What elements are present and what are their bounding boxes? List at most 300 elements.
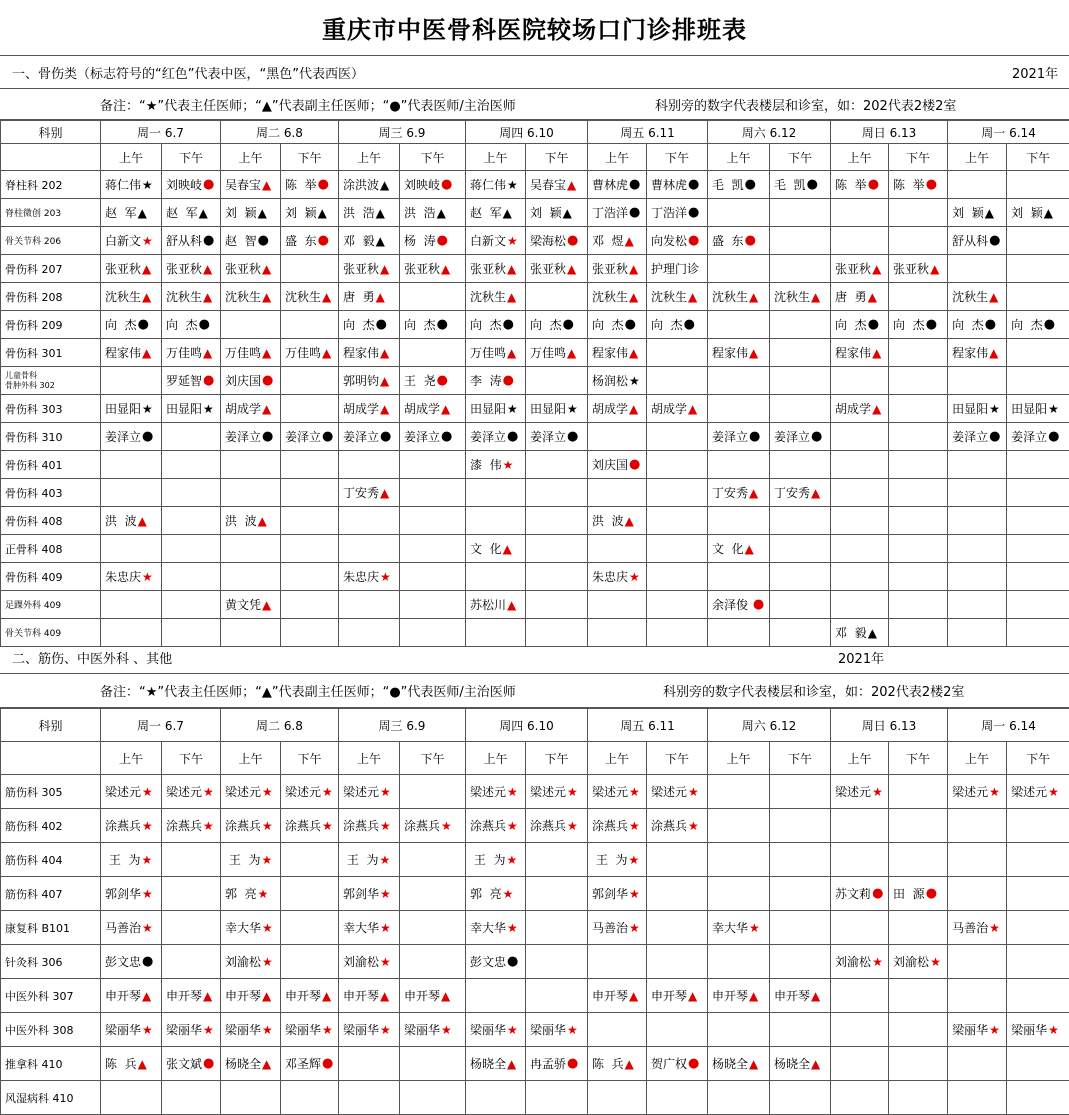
doctor-name: 程家伟 [835,346,872,360]
dot-icon: ● [867,317,880,332]
doctor-entry [166,260,212,277]
schedule-cell [101,979,162,1013]
schedule-cell [221,911,281,945]
schedule-cell [647,423,708,451]
dot-icon: ● [380,429,392,444]
star-icon: ★ [380,886,391,901]
doctor-entry [343,484,389,501]
page-title: 重庆市中医骨科医院较场口门诊排班表 [0,0,1069,56]
doctor-entry [225,953,273,970]
star-icon: ★ [203,401,214,416]
schedule-cell [647,809,708,843]
schedule-cell [588,339,647,367]
doctor-entry [651,1055,699,1072]
schedule-cell [1007,311,1069,339]
doctor-entry [225,288,271,305]
schedule-cell [526,563,588,591]
day-header-row [1,121,1069,144]
dot-icon: ● [688,177,700,192]
schedule-cell [588,563,647,591]
day-header: 周一 6.14 [948,709,1069,742]
star-icon: ★ [203,784,214,799]
doctor-name: 文 化 [712,542,744,556]
doctor-entry [285,783,333,800]
doctor-name: 张亚秋 [835,262,872,276]
dot-icon: ● [502,373,514,388]
triangle-icon: ▲ [688,289,698,304]
schedule-cell [708,809,770,843]
doctor-entry [225,596,271,613]
doctor-entry [835,953,883,970]
doctor-entry [343,204,385,221]
schedule-cell [526,979,588,1013]
doctor-name: 向 杰 [105,318,137,332]
schedule-cell [770,423,831,451]
schedule-cell [400,451,466,479]
doctor-entry [592,512,634,529]
schedule-cell [588,367,647,395]
doctor-entry [530,817,578,834]
schedule-cell [831,1013,889,1047]
dept-cell: 骨伤科 403 [1,479,101,507]
schedule-cell [889,255,948,283]
schedule-cell [588,809,647,843]
schedule-cell [101,843,162,877]
doctor-name: 刘 颖 [285,206,317,220]
doctor-name: 万佳鸣 [470,346,507,360]
doctor-name: 杨 涛 [404,234,436,248]
schedule-cell [162,1013,221,1047]
doctor-name: 梁述元 [651,785,688,799]
schedule-cell [400,809,466,843]
doctor-name: 梁述元 [835,785,872,799]
doctor-entry [651,176,699,193]
doctor-entry [651,400,697,417]
triangle-icon: ▲ [262,261,272,276]
schedule-cell [339,775,400,809]
doctor-name: 梁海松 [530,234,567,248]
schedule-cell [101,367,162,395]
doctor-entry [225,885,268,902]
dot-icon: ● [925,177,938,192]
schedule-cell [101,535,162,563]
doctor-entry [105,512,147,529]
doctor-entry [592,851,639,868]
pm-header: 下午 [1007,742,1069,775]
schedule-cell [162,979,221,1013]
doctor-name: 盛 东 [712,234,744,248]
schedule-cell [339,535,400,563]
schedule-cell [466,1081,526,1115]
schedule-cell [708,1013,770,1047]
schedule-cell [647,451,708,479]
doctor-entry [530,176,576,193]
schedule-cell [162,283,221,311]
schedule-cell [708,283,770,311]
schedule-cell [162,171,221,199]
schedule-cell [1007,911,1069,945]
doctor-entry [470,372,514,389]
doctor-entry [343,919,391,936]
triangle-icon: ▲ [624,513,634,528]
doctor-name: 郭剑华 [343,887,380,901]
doctor-entry [343,987,389,1004]
doctor-entry [166,817,214,834]
dept-header: 科别 [1,121,101,144]
doctor-name: 刘渝松 [343,955,380,969]
doctor-entry [343,953,391,970]
schedule-cell [770,809,831,843]
star-icon: ★ [203,1022,214,1037]
doctor-entry [530,1021,578,1038]
doctor-name: 梁丽华 [285,1023,322,1037]
doctor-entry [470,260,516,277]
schedule-cell [526,1047,588,1081]
section2-table [0,708,1069,1115]
star-icon: ★ [262,784,273,799]
schedule-cell [101,395,162,423]
section2-year: 2021年 [838,651,885,667]
doctor-name: 丁浩洋 [651,206,688,220]
doctor-name: 沈秋生 [651,290,688,304]
schedule-cell [221,945,281,979]
doctor-name: 向 杰 [952,318,984,332]
triangle-icon: ▲ [629,289,639,304]
schedule-cell [101,171,162,199]
schedule-cell [588,945,647,979]
schedule-cell [770,283,831,311]
section1-note-room: 科别旁的数字代表楼层和诊室，如：202代表2楼2室 [655,98,957,114]
pm-header: 下午 [526,742,588,775]
doctor-entry [105,344,151,361]
doctor-name: 陈 举 [835,178,867,192]
doctor-name: 沈秋生 [592,290,629,304]
dot-icon: ● [507,954,519,969]
schedule-cell [889,227,948,255]
pm-header: 下午 [889,742,948,775]
schedule-cell [770,227,831,255]
triangle-icon: ▲ [507,261,517,276]
doctor-entry [225,851,272,868]
doctor-entry [592,885,640,902]
doctor-entry [470,919,518,936]
schedule-cell [588,227,647,255]
doctor-entry [592,316,636,333]
triangle-icon: ▲ [380,345,390,360]
triangle-icon: ▲ [380,373,390,388]
table-row [1,311,1069,339]
schedule-cell [831,311,889,339]
doctor-name: 洪 波 [225,514,257,528]
doctor-entry [712,344,758,361]
dot-icon: ● [989,429,1001,444]
doctor-name: 刘渝松 [893,955,930,969]
schedule-cell [339,911,400,945]
schedule-cell [101,775,162,809]
doctor-entry [530,400,578,417]
doctor-entry [225,232,269,249]
schedule-cell [101,1047,162,1081]
schedule-cell [1007,395,1069,423]
schedule-cell [281,911,339,945]
schedule-cell [400,877,466,911]
dept-cell: 中医外科 307 [1,979,101,1013]
day-header: 周五 6.11 [588,709,708,742]
doctor-entry [470,540,512,557]
schedule-cell [281,591,339,619]
doctor-entry [470,428,518,445]
doctor-name: 申开琴 [651,989,688,1003]
triangle-icon: ▲ [1043,205,1053,220]
schedule-cell [1007,339,1069,367]
doctor-name: 梁丽华 [1011,1023,1048,1037]
table-row [1,507,1069,535]
doctor-entry [343,428,391,445]
doctor-name: 罗延智 [166,374,203,388]
schedule-cell [221,1081,281,1115]
doctor-name: 张亚秋 [404,262,441,276]
schedule-cell [1007,591,1069,619]
star-icon: ★ [380,784,391,799]
schedule-cell [101,283,162,311]
schedule-cell [400,199,466,227]
doctor-name: 洪 浩 [343,206,375,220]
doctor-entry [470,176,518,193]
schedule-cell [831,775,889,809]
doctor-name: 涂燕兵 [343,819,380,833]
schedule-cell [948,1013,1007,1047]
schedule-cell [588,911,647,945]
schedule-cell [281,945,339,979]
doctor-name: 胡成学 [592,402,629,416]
dot-icon: ● [567,429,579,444]
schedule-cell [162,339,221,367]
dept-header: 科别 [1,709,101,742]
schedule-cell [831,843,889,877]
schedule-cell [647,591,708,619]
schedule-cell [708,451,770,479]
day-header: 周日 6.13 [831,709,948,742]
doctor-entry [166,1055,214,1072]
doctor-name: 梁述元 [1011,785,1048,799]
doctor-name: 王 为 [470,853,506,867]
schedule-cell [162,451,221,479]
table-row [1,809,1069,843]
doctor-entry [592,919,640,936]
schedule-cell [948,227,1007,255]
triangle-icon: ▲ [872,401,882,416]
schedule-cell [770,451,831,479]
doctor-entry [105,232,153,249]
doctor-name: 田显阳 [952,402,989,416]
schedule-cell [221,877,281,911]
doctor-entry [285,232,329,249]
schedule-cell [948,775,1007,809]
schedule-cell [647,199,708,227]
dept-cell: 足踝外科 409 [1,591,101,619]
schedule-cell [588,843,647,877]
star-icon: ★ [629,569,640,584]
doctor-entry [166,204,208,221]
schedule-cell [1007,979,1069,1013]
schedule-cell [466,339,526,367]
schedule-cell [466,563,526,591]
schedule-cell [466,451,526,479]
doctor-entry [774,1055,820,1072]
triangle-icon: ▲ [380,485,390,500]
schedule-cell [101,809,162,843]
schedule-cell [647,283,708,311]
am-header: 上午 [831,144,889,171]
dot-icon: ● [744,177,757,192]
schedule-cell [221,843,281,877]
doctor-name: 舒从科 [166,234,203,248]
schedule-cell [162,199,221,227]
doctor-name: 涂燕兵 [404,819,441,833]
star-icon: ★ [688,784,699,799]
schedule-cell [400,535,466,563]
section1-table [0,120,1069,647]
schedule-cell [647,395,708,423]
dot-icon: ● [806,177,819,192]
doctor-entry [712,1055,758,1072]
schedule-cell [770,339,831,367]
schedule-cell [588,199,647,227]
star-icon: ★ [507,920,518,935]
table-row [1,1047,1069,1081]
doctor-entry [592,260,638,277]
am-header: 上午 [588,144,647,171]
dot-icon: ● [984,317,997,332]
schedule-cell [1007,199,1069,227]
schedule-cell [948,339,1007,367]
doctor-entry [774,987,820,1004]
triangle-icon: ▲ [930,261,940,276]
schedule-cell [889,1081,948,1115]
schedule-cell [221,367,281,395]
section2-note-room: 科别旁的数字代表楼层和诊室，如：202代表2楼2室 [663,685,965,700]
star-icon: ★ [629,920,640,935]
schedule-cell [948,395,1007,423]
schedule-cell [281,451,339,479]
day-header: 周二 6.8 [221,709,339,742]
dept-cell: 骨伤科 209 [1,311,101,339]
doctor-name: 陈 兵 [105,1057,137,1071]
table-row [1,227,1069,255]
doctor-entry [404,232,448,249]
schedule-cell [647,877,708,911]
doctor-entry [712,987,758,1004]
schedule-cell [647,479,708,507]
dept-cell: 风湿病科 410 [1,1081,101,1115]
doctor-name: 刘 颖 [530,206,562,220]
doctor-entry [285,1021,333,1038]
dot-icon: ● [262,373,274,388]
day-header-row [1,709,1069,742]
schedule-cell [281,423,339,451]
star-icon: ★ [380,954,391,969]
doctor-entry [893,953,941,970]
table-row [1,171,1069,199]
schedule-cell [948,171,1007,199]
doctor-name: 沈秋生 [166,290,203,304]
schedule-cell [221,979,281,1013]
schedule-cell [708,591,770,619]
pm-header: 下午 [400,742,466,775]
doctor-entry [651,260,699,277]
schedule-cell [221,809,281,843]
triangle-icon: ▲ [203,289,213,304]
triangle-icon: ▲ [317,205,327,220]
triangle-icon: ▲ [203,261,213,276]
doctor-entry [470,1021,518,1038]
schedule-cell [708,1047,770,1081]
doctor-entry [166,288,212,305]
table-row [1,591,1069,619]
star-icon: ★ [507,1022,518,1037]
schedule-cell [221,1013,281,1047]
schedule-cell [1007,809,1069,843]
section2-note [0,674,1069,708]
schedule-cell [770,1081,831,1115]
doctor-name: 护理门诊 [651,262,700,276]
doctor-name: 邓 毅 [343,234,375,248]
schedule-cell [526,171,588,199]
doctor-name: 张亚秋 [343,262,380,276]
schedule-cell [831,479,889,507]
star-icon: ★ [142,818,153,833]
doctor-entry [404,372,448,389]
doctor-entry [343,885,391,902]
table-row [1,877,1069,911]
schedule-cell [339,809,400,843]
doctor-entry [470,851,517,868]
doctor-entry [651,316,695,333]
schedule-cell [526,843,588,877]
doctor-entry [952,204,994,221]
dot-icon: ● [317,233,329,248]
triangle-icon: ▲ [257,205,267,220]
star-icon: ★ [322,1022,333,1037]
schedule-cell [101,591,162,619]
triangle-icon: ▲ [749,485,759,500]
schedule-cell [466,311,526,339]
star-icon: ★ [567,784,578,799]
doctor-name: 涂燕兵 [530,819,567,833]
doctor-name: 姜泽立 [530,430,567,444]
doctor-entry [105,783,153,800]
doctor-name: 沈秋生 [712,290,749,304]
doctor-name: 梁丽华 [404,1023,441,1037]
schedule-cell [889,283,948,311]
schedule-cell [948,911,1007,945]
doctor-name: 胡成学 [404,402,441,416]
doctor-entry [470,344,516,361]
doctor-entry [835,624,877,641]
doctor-name: 刘映岐 [166,178,203,192]
doctor-entry [225,400,271,417]
schedule-cell [339,423,400,451]
doctor-entry [470,596,516,613]
schedule-cell [948,563,1007,591]
schedule-cell [281,507,339,535]
triangle-icon: ▲ [322,289,332,304]
schedule-cell [948,979,1007,1013]
doctor-entry [774,176,818,193]
section1-note [0,89,1069,120]
schedule-cell [1007,843,1069,877]
doctor-name: 梁丽华 [105,1023,142,1037]
